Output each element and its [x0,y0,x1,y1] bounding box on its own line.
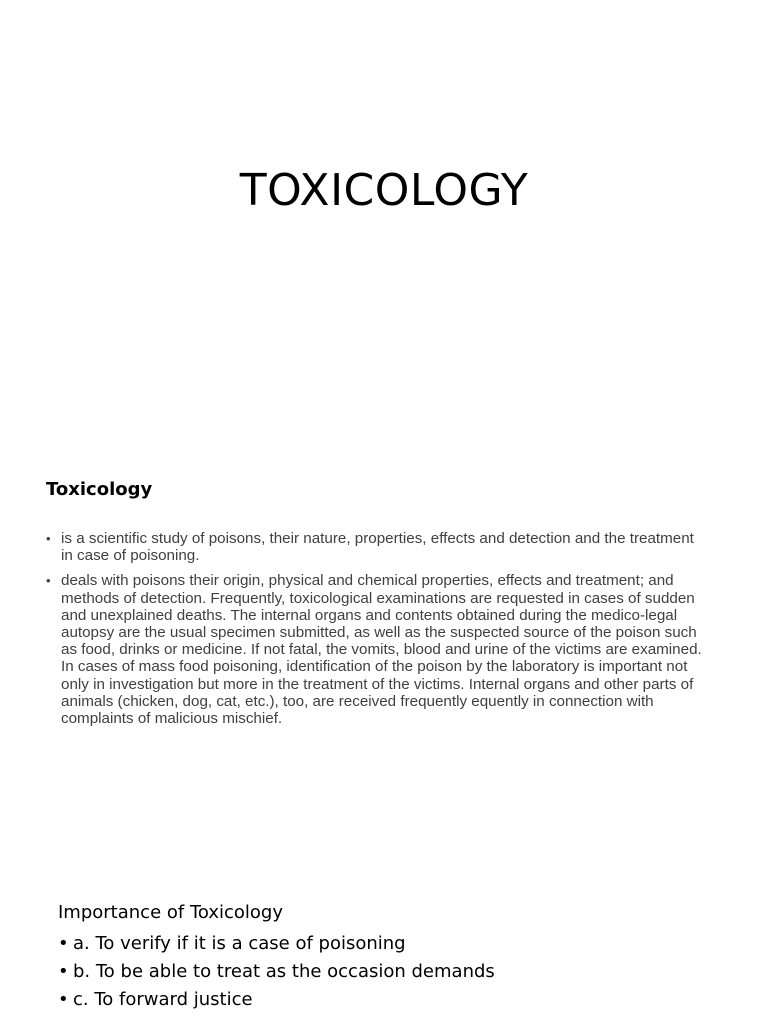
list-item [58,958,495,986]
slide-title: TOXICOLOGY [239,165,529,216]
bullet-icon: • [58,989,69,1010]
definition-list [46,530,706,735]
list-item [46,530,706,564]
list-item-text: a. To verify if it is a case of poisoning [73,933,406,954]
list-item-text: b. To be able to treat as the occasion demands [73,961,495,982]
importance-heading: Importance of Toxicology [58,902,283,923]
bullet-icon: • [58,933,69,954]
section-heading-toxicology: Toxicology [46,479,153,500]
bullet-icon: • [46,573,51,589]
bullet-icon: • [58,961,69,982]
list-item [46,572,706,727]
bullet-icon: • [46,531,51,546]
list-item-text: is a scientific study of poisons, their nature, properties, effects and detection and the treatment in case of poisoning. [61,530,694,565]
list-item-text: c. To forward justice [73,989,253,1010]
list-item [58,986,495,1014]
importance-list [58,930,495,1014]
list-item [58,930,495,958]
list-item-text: deals with poisons their origin, physical and chemical properties, effects and treatment; and methods of detection. Frequently, toxicological examinations are requested in cases of sudden and unexplained deaths. The internal organs and contents obtained during the medico-legal autopsy are the usual specimen submitted, as well as the suspected source of the poison such as food, drinks or medicine. If not fatal, the vomits, blood and urine of the victims are examined. In cases of mass food poisoning, identification of the poison by the laboratory is important not only in investigation but more in the treatment of the victims. Internal organs and other parts of animals (chicken, dog, cat, etc.), too, are received frequently equently in connection with complaints of malicious mischief. [61,572,702,728]
